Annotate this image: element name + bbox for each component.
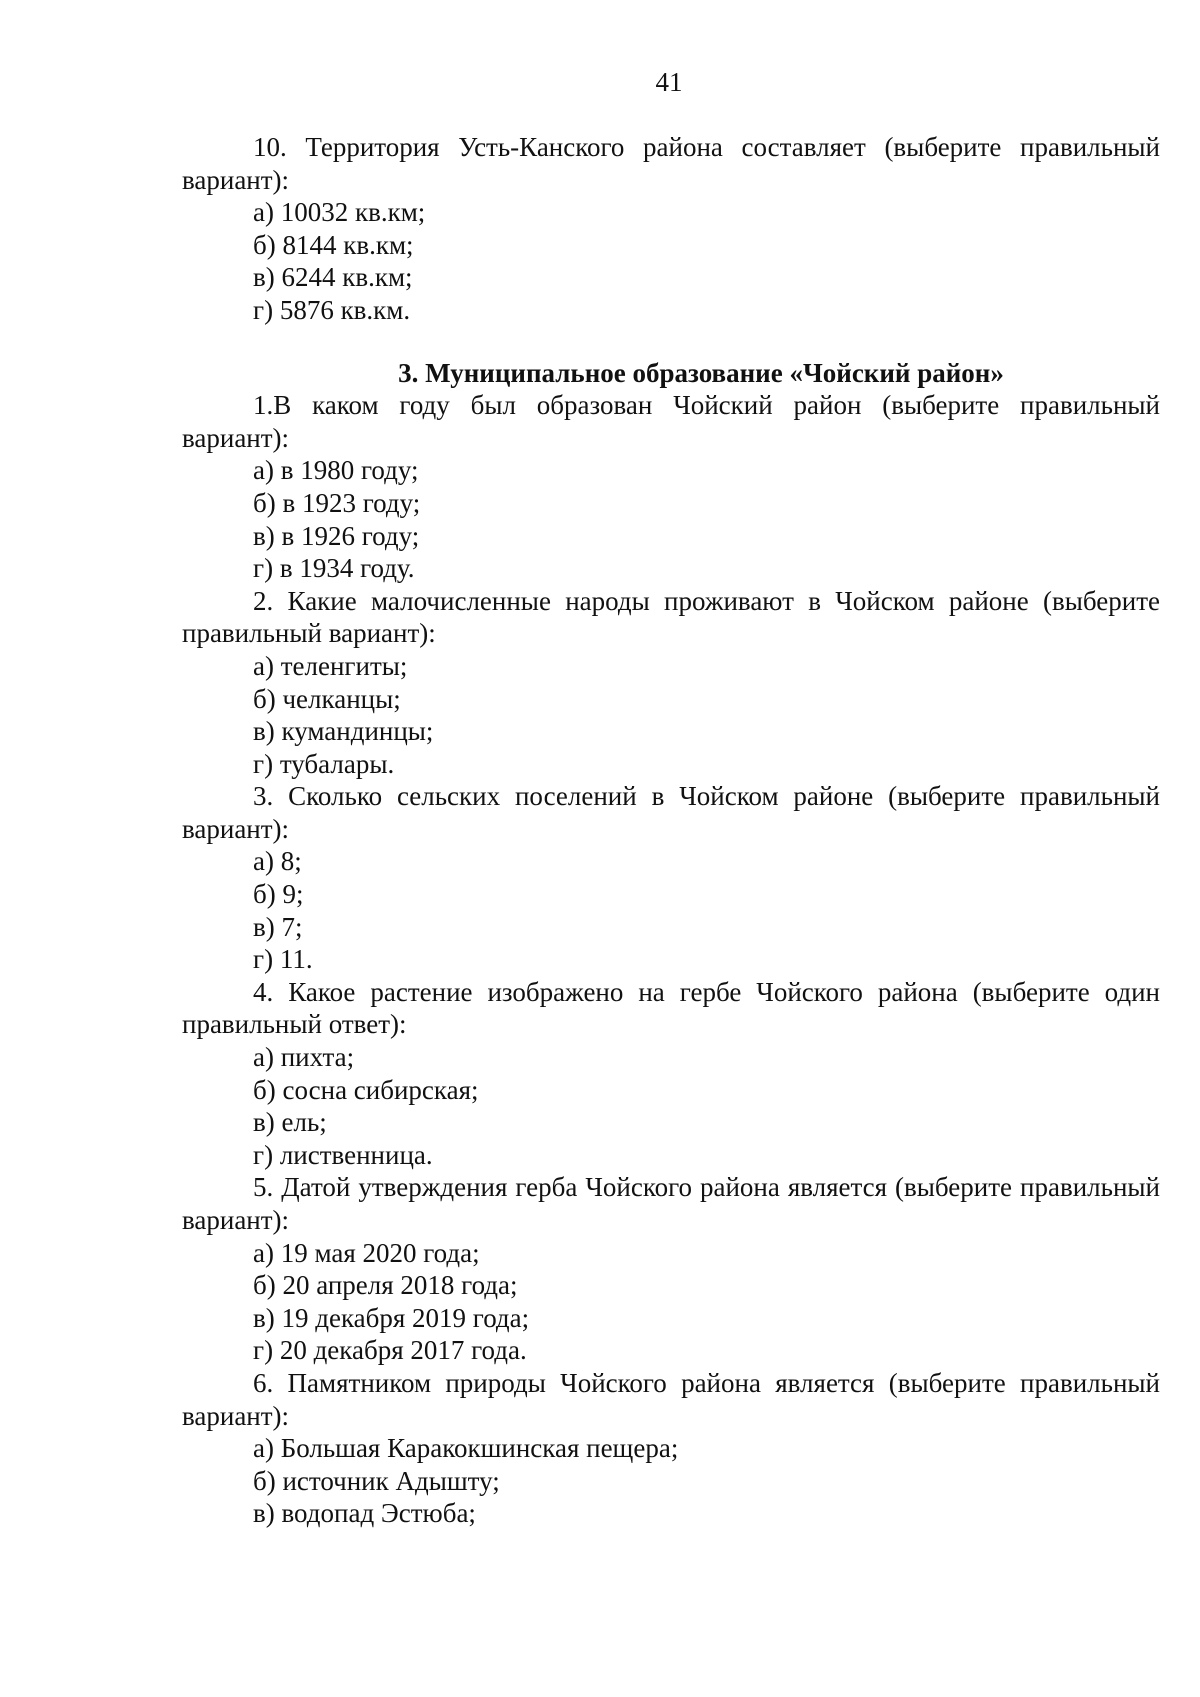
answer-option: б) 20 апреля 2018 года;	[253, 1270, 518, 1301]
answer-option: а) теленгиты;	[253, 650, 408, 681]
answer-option: б) в 1923 году;	[253, 487, 421, 518]
document-body	[182, 131, 1160, 1530]
answer-option: б) челканцы;	[253, 683, 401, 714]
question-block	[182, 976, 1160, 1172]
answer-option: в) в 1926 году;	[253, 520, 420, 551]
question-block	[182, 131, 1160, 327]
question-block	[182, 1171, 1160, 1367]
answer-option: в) 19 декабря 2019 года;	[253, 1302, 530, 1333]
question-block	[182, 780, 1160, 976]
question-text: 1.В каком году был образован Чойский район (выберите правильный вариант):	[182, 390, 1160, 453]
question-text: 3. Сколько сельских поселений в Чойском районе (выберите правильный вариант):	[182, 781, 1160, 844]
answer-option: в) кумандинцы;	[253, 716, 434, 747]
answer-option: г) 11.	[253, 944, 313, 975]
answer-option: г) лиственница.	[253, 1139, 433, 1170]
question-text: 2. Какие малочисленные народы проживают в Чойском районе (выберите правильный вариант):	[182, 585, 1160, 649]
answer-option: б) сосна сибирская;	[253, 1074, 479, 1105]
page-number: 41	[655, 67, 683, 97]
answer-option: г) 20 декабря 2017 года.	[253, 1335, 527, 1366]
answer-option: а) пихта;	[253, 1042, 355, 1073]
answer-option: б) 9;	[253, 879, 304, 910]
answer-option: а) 8;	[253, 846, 302, 877]
question-block	[182, 585, 1160, 781]
question-text: 4. Какое растение изображено на гербе Чойского района (выберите один правильный ответ):	[182, 976, 1160, 1040]
question-text: 10. Территория Усть-Канского района составляет (выберите правильный вариант):	[182, 132, 1160, 195]
question-text: 5. Датой утверждения герба Чойского района является (выберите правильный вариант):	[182, 1172, 1160, 1235]
answer-option: г) в 1934 году.	[253, 553, 415, 584]
answer-option: в) ель;	[253, 1107, 327, 1138]
answer-option: а) Большая Каракокшинская пещера;	[253, 1433, 679, 1464]
answer-option: в) водопад Эстюба;	[253, 1498, 476, 1529]
answer-option: б) источник Адышту;	[253, 1465, 500, 1496]
answer-option: г) тубалары.	[253, 748, 395, 779]
answer-option: а) 19 мая 2020 года;	[253, 1237, 480, 1268]
answer-option: б) 8144 кв.км;	[253, 229, 414, 260]
answer-option: в) 7;	[253, 911, 303, 942]
section-heading: 3. Муниципальное образование «Чойский район»	[398, 357, 1004, 388]
question-block	[182, 1367, 1160, 1530]
answer-option: г) 5876 кв.км.	[253, 294, 411, 325]
answer-option: а) в 1980 году;	[253, 455, 419, 486]
question-text: 6. Памятником природы Чойского района является (выберите правильный вариант):	[182, 1367, 1160, 1431]
question-block	[182, 389, 1160, 585]
answer-option: а) 10032 кв.км;	[253, 197, 426, 228]
answer-option: в) 6244 кв.км;	[253, 262, 413, 293]
